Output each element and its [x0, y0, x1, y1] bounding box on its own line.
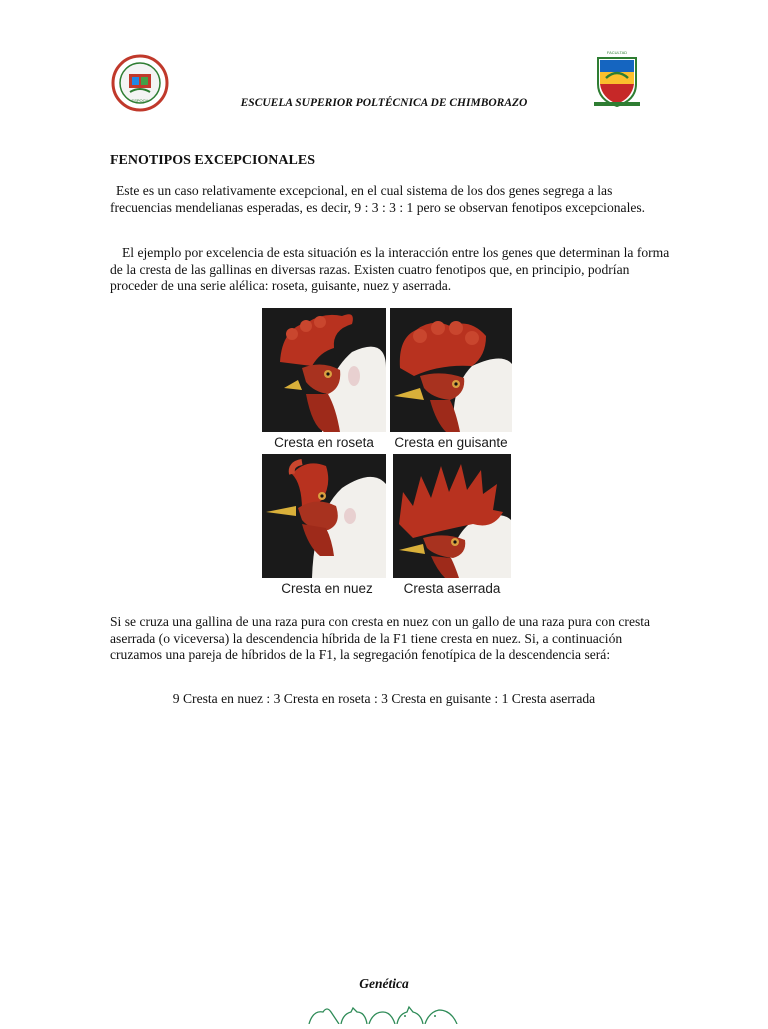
paragraph-cross [110, 614, 670, 664]
section-heading: FENOTIPOS EXCEPCIONALES [110, 153, 315, 168]
paragraph-example [110, 245, 670, 295]
paragraph-cross-text: Si se cruza una gallina de una raza pura con cresta en nuez con un gallo de una raza pura con cresta aserrada (o viceversa) la descendencia híbrida de la F1 tiene cresta en nuez. Si, a continuación cruzamos una pareja de híbridos de la F1, la segregación fenotípica de la descendencia será: [110, 614, 651, 662]
caption-rose-comb: Cresta en roseta [274, 435, 374, 450]
footer-label: Genética [359, 976, 409, 991]
school-title: ESCUELA SUPERIOR POLTÉCNICA DE CHIMBORAZO [240, 97, 528, 109]
caption-pea-comb: Cresta en guisante [394, 435, 508, 450]
rose-comb-rooster-icon [262, 308, 386, 432]
single-comb-rooster-icon [393, 454, 511, 578]
phenotypic-ratio: 9 Cresta en nuez : 3 Cresta en roseta : 3 Cresta en guisante : 1 Cresta aserrada [172, 691, 596, 706]
svg-text:ESPOCH: ESPOCH [131, 98, 149, 103]
comb-phenotypes-figure [256, 306, 518, 602]
caption-single-comb: Cresta aserrada [403, 581, 501, 596]
svg-text:FACULTAD: FACULTAD [606, 50, 628, 55]
pea-comb-rooster-icon [390, 308, 512, 432]
animals-line-art-icon [305, 1004, 465, 1029]
walnut-comb-rooster-icon [262, 454, 386, 578]
paragraph-intro-text: Este es un caso relativamente excepcional, en el cual sistema de los dos genes segrega a las frecuencias mendelianas esperadas, es decir, 9 : 3 : 3 : 1 pero se observan fenotipos excepcionales. [110, 183, 646, 215]
paragraph-example-text: El ejemplo por excelencia de esta situación es la interacción entre los genes que determinan la forma de la cresta de las gallinas en diversas razas. Existen cuatro fenotipos que, en principio, podrían proceder de una serie alélica: roseta, guisante, nuez y aserrada. [110, 245, 670, 293]
caption-walnut-comb: Cresta en nuez [281, 581, 373, 596]
paragraph-intro [110, 183, 670, 216]
